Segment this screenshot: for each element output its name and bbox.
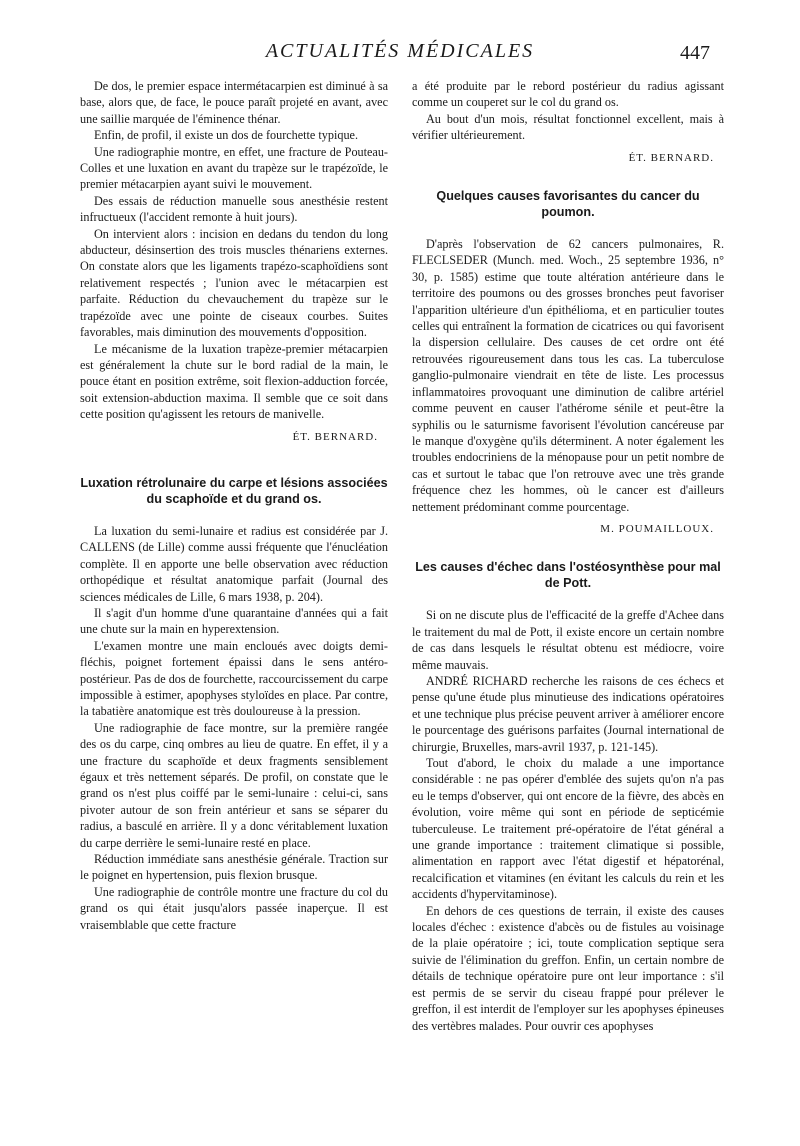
paragraph: D'après l'observation de 62 cancers pulmonaires, R. FLECLSEDER (Munch. med. Woch., 25 septembre 1936, n° 30, p. 1585) estime que toute altération antérieure dans le territoire des poumons ou des grosses bronches peut favoriser l'apparition ultérieure d'un épithélioma, et en particulier toutes celles qui entraînent la formation de cicatrices ou qui favorisent la dispersion cellulaire. Des causes de cet ordre ont été retrouvées rigoureusement dans tous les cas. La tuberculose ganglio-pulmonaire viendrait en tête de liste. Les processus inflammatoires provoquant une diminution de calibre artériel comme peuvent en causer l'athérome sénile et peut-être la syphilis ou le saturnisme favorisent l'évolution cancéreuse par le manque d'oxygène qu'ils déterminent. A noter également les troubles endocriniens de la ménopause pour un petit nombre de cas et surtout le tabac que l'on retrouve avec une très grande fréquence chez les hommes, où le cancer est d'ailleurs nettement prédominant comme pourcentage. [412,237,724,514]
paragraph: ANDRÉ RICHARD recherche les raisons de ces échecs et pense qu'une étude plus minutieuse des indications opératoires et une technique plus précise peuvent arriver à améliorer encore le pourcentage des guérisons parfaites (Journal international de chirurgie, Bruxelles, mars-avril 1937, p. 121-145). [412,673,724,754]
paragraph: En dehors de ces questions de terrain, il existe des causes locales d'échec : existence d'abcès ou de fistules au voisinage de la plaie opératoire ; ici, toute complication septique sera suivie de l'élimination du greffon. Enfin, un certain nombre de détails de technique opératoire pure ont leur importance : s'il est permis de se servir du ciseau frappé pour prélever le greffon, il est interdit de l'employer sur les apophyses épineuses des vertèbres malades. Pour ouvrir ces apophyses [412,903,724,1033]
paragraph: Une radiographie de contrôle montre une fracture du col du grand os qui était jusqu'alors passée inaperçue. Il est vraisemblable que cette fracture [80,884,388,932]
article-heading: Les causes d'échec dans l'ostéosynthèse pour mal de Pott. [415,560,721,591]
paragraph: Il s'agit d'un homme d'une quarantaine d'années qui a fait une chute sur la main en hyperextension. [80,605,388,637]
author-signature: ÉT. BERNARD. [292,430,378,443]
paragraph: De dos, le premier espace intermétacarpien est diminué à sa base, alors que, de face, le pouce paraît projeté en avant, avec une saillie marquée de l'éminence thénar. [80,79,388,126]
paragraph: Au bout d'un mois, résultat fonctionnel excellent, mais à vérifier ultérieurement. [412,111,724,143]
paragraph: Le mécanisme de la luxation trapèze-premier métacarpien est généralement la chute sur le bord radial de la main, le pouce étant en position extrême, soit flexion-adduction forcée, soit extension-abduction maxima. Il semble que ce soit dans cette position qu'agissent les retours de manivelle. [80,341,388,422]
paragraph: Si on ne discute plus de l'efficacité de la greffe d'Achee dans le traitement du mal de Pott, il existe encore un certain nombre de cas dans lesquels le résultat obtenu est médiocre, voire même mauvais. [412,608,724,672]
paragraph: Tout d'abord, le choix du malade a une importance considérable : ne pas opérer d'emblée des sujets qu'on n'a pas eu le temps d'observer, qui ont encore de la fièvre, des abcès en évolution, voire même qui sont en période de septicémie tuberculeuse. Le traitement pré-opératoire de l'état général a une grande importance : traitement climatique si possible, alimentation en rapport avec l'état digestif et hépatorénal, recalcification et vitamines (en évitant les calculs du rein et les accidents d'hypervitaminose). [412,756,724,902]
paragraph: a été produite par le rebord postérieur du radius agissant comme un couperet sur le col du grand os. [412,79,724,110]
article-heading: Quelques causes favorisantes du cancer du poumon. [436,189,700,220]
article-heading: Luxation rétrolunaire du carpe et lésions associées du scaphoïde et du grand os. [80,475,388,506]
left-column [80,78,388,933]
paragraph: Réduction immédiate sans anesthésie générale. Traction sur le poignet en hypertension, puis flexion brusque. [80,852,388,883]
paragraph: L'examen montre une main encloués avec doigts demi-fléchis, poignet fortement épaissi dans le sens antéro-postérieur. Pas de dos de fourchette, raccourcissement du carpe impossible à estimer, apophyses styloïdes en place. Par contre, la tabatière anatomique est très douloureuse à la pression. [80,638,388,719]
author-signature: ÉT. BERNARD. [628,151,714,164]
paragraph: Une radiographie montre, en effet, une fracture de Pouteau-Colles et une luxation en avant du trapèze sur le trapézoïde, le premier métacarpien ayant suivi le mouvement. [80,144,388,192]
paragraph: On intervient alors : incision en dedans du tendon du long abducteur, désinsertion des trois muscles thénariens externes. On constate alors que les ligaments trapézo-scaphoïdiens sont relativement respectés ; l'union avec le métacarpien est parfaite. Réduction du chevauchement du trapèze sur le trapézoïde avec une pointe de ciseaux courbes. Suites favorables, mais diminution des mouvements d'opposition. [80,226,388,340]
paragraph: Une radiographie de face montre, sur la première rangée des os du carpe, cinq ombres au lieu de quatre. En effet, il y a une fracture du scaphoïde et deux fragments sensiblement égaux et très nettement séparés. De profil, on constate que le grand os n'est plus coiffé par le semi-lunaire : celui-ci, sans pivoter autour de son frein antérieur et sans se séparer du radius, a basculé en arrière. Il y a donc véritablement luxation du carpe derrière le semi-lunaire resté en place. [80,720,388,850]
paragraph: La luxation du semi-lunaire et radius est considérée par J. CALLENS (de Lille) comme aussi fréquente que l'énucléation complète. Il en apporte une belle observation avec réduction orthopédique et résultat anatomique parfait (Journal des sciences médicales de Lille, 6 mars 1938, p. 204). [80,523,388,604]
right-column [412,78,724,1034]
page-number: 447 [680,42,710,64]
paragraph: Des essais de réduction manuelle sous anesthésie restent infructueux (l'accident remonte à huit jours). [80,193,388,225]
paragraph: Enfin, de profil, il existe un dos de fourchette typique. [94,128,358,143]
author-signature: M. POUMAILLOUX. [600,522,714,535]
running-title: ACTUALITÉS MÉDICALES [265,40,535,62]
